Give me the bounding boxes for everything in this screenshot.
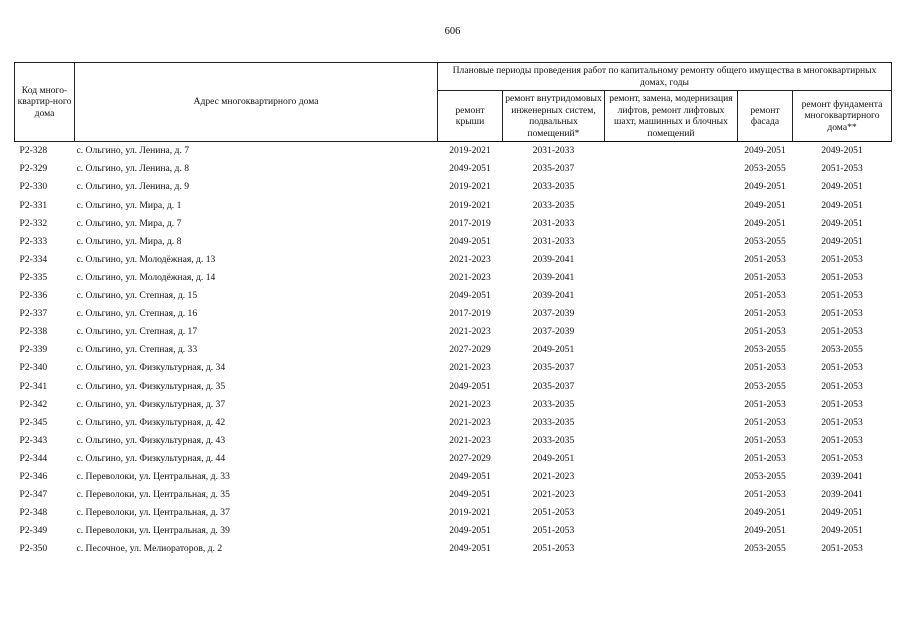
cell-foundation: 2051-2053 bbox=[821, 163, 863, 175]
cell-code: Р2-350 bbox=[19, 543, 48, 555]
cell-roof: 2049-2051 bbox=[449, 470, 491, 482]
cell-facade: 2051-2053 bbox=[744, 326, 786, 338]
table-row bbox=[15, 178, 892, 196]
cell-address: с. Ольгино, ул. Степная, д. 16 bbox=[76, 308, 198, 320]
cell-address: с. Ольгино, ул. Мира, д. 1 bbox=[76, 199, 182, 211]
header-code: Код много-квартир-ного дома bbox=[15, 63, 75, 142]
cell-systems: 2051-2053 bbox=[532, 543, 575, 555]
cell-systems: 2031-2033 bbox=[532, 235, 575, 247]
cell-lifts bbox=[605, 251, 738, 269]
cell-code: Р2-344 bbox=[19, 452, 48, 464]
cell-roof: 2049-2051 bbox=[449, 290, 491, 302]
cell-roof: 2021-2023 bbox=[449, 362, 491, 374]
cell-roof: 2049-2051 bbox=[449, 543, 491, 555]
cell-code: Р2-340 bbox=[19, 362, 48, 374]
cell-facade: 2053-2055 bbox=[744, 470, 786, 482]
table-row bbox=[15, 395, 892, 413]
cell-address: с. Ольгино, ул. Физкультурная, д. 35 bbox=[76, 380, 226, 392]
cell-roof: 2021-2023 bbox=[449, 271, 491, 283]
cell-facade: 2049-2051 bbox=[744, 145, 786, 157]
cell-facade: 2053-2055 bbox=[744, 543, 786, 555]
cell-address: с. Ольгино, ул. Физкультурная, д. 42 bbox=[76, 416, 226, 428]
cell-facade: 2049-2051 bbox=[744, 525, 786, 537]
table-row bbox=[15, 359, 892, 377]
cell-lifts bbox=[605, 269, 738, 287]
cell-address: с. Переволоки, ул. Центральная, д. 39 bbox=[76, 525, 230, 537]
cell-code: Р2-345 bbox=[19, 416, 48, 428]
cell-code: Р2-346 bbox=[19, 470, 48, 482]
table-row bbox=[15, 413, 892, 431]
cell-roof: 2049-2051 bbox=[449, 163, 491, 175]
table-row bbox=[15, 142, 892, 161]
cell-code: Р2-341 bbox=[19, 380, 48, 392]
cell-lifts bbox=[605, 450, 738, 468]
cell-lifts bbox=[605, 486, 738, 504]
cell-foundation: 2049-2051 bbox=[821, 525, 863, 537]
table-row bbox=[15, 504, 892, 522]
cell-code: Р2-332 bbox=[19, 217, 48, 229]
cell-address: с. Песочное, ул. Мелиораторов, д. 2 bbox=[76, 543, 223, 555]
cell-foundation: 2051-2053 bbox=[821, 543, 863, 555]
table-row bbox=[15, 540, 892, 558]
header-periods: Плановые периоды проведения работ по капитальному ремонту общего имущества в многоквартирных домах, годы bbox=[438, 63, 892, 91]
cell-foundation: 2051-2053 bbox=[821, 253, 863, 265]
cell-lifts bbox=[605, 540, 738, 558]
cell-foundation: 2051-2053 bbox=[821, 326, 863, 338]
cell-facade: 2051-2053 bbox=[744, 308, 786, 320]
cell-systems: 2031-2033 bbox=[532, 217, 575, 229]
cell-roof: 2049-2051 bbox=[449, 489, 491, 501]
cell-systems: 2035-2037 bbox=[532, 362, 575, 374]
cell-roof: 2017-2019 bbox=[449, 308, 491, 320]
cell-roof: 2021-2023 bbox=[449, 416, 491, 428]
cell-address: с. Ольгино, ул. Степная, д. 33 bbox=[76, 344, 198, 356]
cell-systems: 2049-2051 bbox=[532, 452, 575, 464]
cell-facade: 2051-2053 bbox=[744, 253, 786, 265]
cell-foundation: 2051-2053 bbox=[821, 308, 863, 320]
cell-foundation: 2051-2053 bbox=[821, 290, 863, 302]
table-row bbox=[15, 214, 892, 232]
cell-code: Р2-342 bbox=[19, 398, 48, 410]
cell-code: Р2-330 bbox=[19, 181, 48, 193]
cell-lifts bbox=[605, 432, 738, 450]
cell-lifts bbox=[605, 522, 738, 540]
cell-lifts bbox=[605, 413, 738, 431]
header-foundation: ремонт фундамента многоквартирного дома** bbox=[793, 91, 892, 142]
cell-systems: 2021-2023 bbox=[532, 470, 575, 482]
cell-lifts bbox=[605, 395, 738, 413]
cell-foundation: 2051-2053 bbox=[821, 416, 863, 428]
cell-roof: 2049-2051 bbox=[449, 235, 491, 247]
cell-systems: 2039-2041 bbox=[532, 253, 575, 265]
table-row bbox=[15, 341, 892, 359]
cell-address: с. Ольгино, ул. Физкультурная, д. 37 bbox=[76, 398, 226, 410]
cell-foundation: 2051-2053 bbox=[821, 452, 863, 464]
table-row bbox=[15, 232, 892, 250]
cell-systems: 2033-2035 bbox=[532, 199, 575, 211]
cell-facade: 2053-2055 bbox=[744, 344, 786, 356]
cell-address: с. Ольгино, ул. Степная, д. 15 bbox=[76, 290, 198, 302]
cell-address: с. Ольгино, ул. Ленина, д. 7 bbox=[76, 145, 190, 157]
cell-roof: 2027-2029 bbox=[449, 452, 491, 464]
cell-code: Р2-348 bbox=[19, 507, 48, 519]
cell-address: с. Переволоки, ул. Центральная, д. 37 bbox=[76, 507, 230, 519]
cell-lifts bbox=[605, 142, 738, 161]
cell-facade: 2049-2051 bbox=[744, 199, 786, 211]
cell-lifts bbox=[605, 504, 738, 522]
table-row bbox=[15, 287, 892, 305]
cell-address: с. Ольгино, ул. Ленина, д. 9 bbox=[76, 181, 190, 193]
cell-foundation: 2049-2051 bbox=[821, 199, 863, 211]
cell-code: Р2-329 bbox=[19, 163, 48, 175]
cell-address: с. Ольгино, ул. Ленина, д. 8 bbox=[76, 163, 190, 175]
cell-systems: 2039-2041 bbox=[532, 271, 575, 283]
cell-lifts bbox=[605, 196, 738, 214]
table-row bbox=[15, 377, 892, 395]
cell-facade: 2051-2053 bbox=[744, 416, 786, 428]
table-header bbox=[15, 63, 892, 142]
table-row bbox=[15, 522, 892, 540]
header-address: Адрес многоквартирного дома bbox=[75, 63, 438, 142]
table-row bbox=[15, 196, 892, 214]
table-row bbox=[15, 160, 892, 178]
cell-foundation: 2049-2051 bbox=[821, 181, 863, 193]
cell-foundation: 2049-2051 bbox=[821, 235, 863, 247]
table-row bbox=[15, 468, 892, 486]
cell-systems: 2035-2037 bbox=[532, 380, 575, 392]
cell-address: с. Ольгино, ул. Молодёжная, д. 13 bbox=[76, 253, 216, 265]
cell-facade: 2051-2053 bbox=[744, 290, 786, 302]
cell-facade: 2053-2055 bbox=[744, 380, 786, 392]
cell-systems: 2033-2035 bbox=[532, 181, 575, 193]
cell-address: с. Переволоки, ул. Центральная, д. 35 bbox=[76, 489, 230, 501]
cell-foundation: 2051-2053 bbox=[821, 434, 863, 446]
cell-address: с. Ольгино, ул. Мира, д. 8 bbox=[76, 235, 182, 247]
table-row bbox=[15, 486, 892, 504]
header-roof: ремонт крыши bbox=[438, 91, 503, 142]
cell-code: Р2-337 bbox=[19, 308, 48, 320]
cell-roof: 2021-2023 bbox=[449, 326, 491, 338]
header-facade: ремонт фасада bbox=[738, 91, 793, 142]
cell-systems: 2035-2037 bbox=[532, 163, 575, 175]
cell-systems: 2051-2053 bbox=[532, 507, 575, 519]
cell-roof: 2021-2023 bbox=[449, 253, 491, 265]
header-lifts: ремонт, замена, модернизация лифтов, ремонт лифтовых шахт, машинных и блочных помещений bbox=[605, 91, 738, 142]
cell-roof: 2049-2051 bbox=[449, 525, 491, 537]
cell-address: с. Ольгино, ул. Физкультурная, д. 34 bbox=[76, 362, 226, 374]
cell-foundation: 2039-2041 bbox=[821, 470, 863, 482]
cell-systems: 2037-2039 bbox=[532, 308, 575, 320]
cell-roof: 2019-2021 bbox=[449, 181, 491, 193]
cell-code: Р2-335 bbox=[19, 271, 48, 283]
cell-foundation: 2049-2051 bbox=[821, 145, 863, 157]
cell-lifts bbox=[605, 359, 738, 377]
cell-foundation: 2051-2053 bbox=[821, 398, 863, 410]
cell-foundation: 2049-2051 bbox=[821, 217, 863, 229]
cell-systems: 2021-2023 bbox=[532, 489, 575, 501]
cell-lifts bbox=[605, 305, 738, 323]
cell-code: Р2-338 bbox=[19, 326, 48, 338]
cell-lifts bbox=[605, 214, 738, 232]
cell-code: Р2-336 bbox=[19, 290, 48, 302]
cell-code: Р2-349 bbox=[19, 525, 48, 537]
cell-address: с. Ольгино, ул. Молодёжная, д. 14 bbox=[76, 271, 216, 283]
cell-roof: 2019-2021 bbox=[449, 145, 491, 157]
cell-roof: 2019-2021 bbox=[449, 507, 491, 519]
cell-foundation: 2049-2051 bbox=[821, 507, 863, 519]
cell-facade: 2053-2055 bbox=[744, 163, 786, 175]
cell-lifts bbox=[605, 377, 738, 395]
cell-lifts bbox=[605, 468, 738, 486]
cell-roof: 2021-2023 bbox=[449, 434, 491, 446]
cell-address: с. Ольгино, ул. Мира, д. 7 bbox=[76, 217, 182, 229]
cell-foundation: 2051-2053 bbox=[821, 380, 863, 392]
cell-lifts bbox=[605, 287, 738, 305]
cell-facade: 2051-2053 bbox=[744, 489, 786, 501]
cell-facade: 2049-2051 bbox=[744, 507, 786, 519]
cell-facade: 2051-2053 bbox=[744, 452, 786, 464]
cell-roof: 2049-2051 bbox=[449, 380, 491, 392]
table-row bbox=[15, 450, 892, 468]
capital-repair-table bbox=[14, 62, 892, 558]
cell-systems: 2033-2035 bbox=[532, 416, 575, 428]
cell-facade: 2049-2051 bbox=[744, 217, 786, 229]
table-body bbox=[15, 142, 892, 559]
cell-code: Р2-333 bbox=[19, 235, 48, 247]
cell-code: Р2-334 bbox=[19, 253, 48, 265]
cell-lifts bbox=[605, 160, 738, 178]
cell-foundation: 2039-2041 bbox=[821, 489, 863, 501]
cell-facade: 2051-2053 bbox=[744, 398, 786, 410]
cell-foundation: 2051-2053 bbox=[821, 271, 863, 283]
cell-roof: 2021-2023 bbox=[449, 398, 491, 410]
cell-foundation: 2051-2053 bbox=[821, 362, 863, 374]
cell-systems: 2033-2035 bbox=[532, 398, 575, 410]
cell-code: Р2-331 bbox=[19, 199, 48, 211]
cell-address: с. Ольгино, ул. Степная, д. 17 bbox=[76, 326, 198, 338]
table-row bbox=[15, 269, 892, 287]
cell-code: Р2-343 bbox=[19, 434, 48, 446]
cell-facade: 2051-2053 bbox=[744, 434, 786, 446]
cell-lifts bbox=[605, 323, 738, 341]
table-row bbox=[15, 323, 892, 341]
cell-code: Р2-328 bbox=[19, 145, 48, 157]
table-row bbox=[15, 251, 892, 269]
cell-lifts bbox=[605, 341, 738, 359]
page-number: 606 bbox=[444, 26, 461, 37]
header-systems: ремонт внутридомовых инженерных систем, подвальных помещений* bbox=[503, 91, 605, 142]
cell-systems: 2031-2033 bbox=[532, 145, 575, 157]
cell-roof: 2017-2019 bbox=[449, 217, 491, 229]
cell-lifts bbox=[605, 232, 738, 250]
cell-systems: 2039-2041 bbox=[532, 290, 575, 302]
table-row bbox=[15, 305, 892, 323]
cell-systems: 2049-2051 bbox=[532, 344, 575, 356]
cell-facade: 2051-2053 bbox=[744, 271, 786, 283]
table-row bbox=[15, 432, 892, 450]
cell-address: с. Ольгино, ул. Физкультурная, д. 44 bbox=[76, 452, 226, 464]
cell-code: Р2-339 bbox=[19, 344, 48, 356]
cell-facade: 2051-2053 bbox=[744, 362, 786, 374]
cell-address: с. Переволоки, ул. Центральная, д. 33 bbox=[76, 470, 230, 482]
cell-facade: 2053-2055 bbox=[744, 235, 786, 247]
cell-roof: 2027-2029 bbox=[449, 344, 491, 356]
cell-roof: 2019-2021 bbox=[449, 199, 491, 211]
cell-lifts bbox=[605, 178, 738, 196]
cell-address: с. Ольгино, ул. Физкультурная, д. 43 bbox=[76, 434, 226, 446]
cell-code: Р2-347 bbox=[19, 489, 48, 501]
cell-systems: 2051-2053 bbox=[532, 525, 575, 537]
cell-facade: 2049-2051 bbox=[744, 181, 786, 193]
cell-systems: 2037-2039 bbox=[532, 326, 575, 338]
cell-foundation: 2053-2055 bbox=[821, 344, 863, 356]
cell-systems: 2033-2035 bbox=[532, 434, 575, 446]
